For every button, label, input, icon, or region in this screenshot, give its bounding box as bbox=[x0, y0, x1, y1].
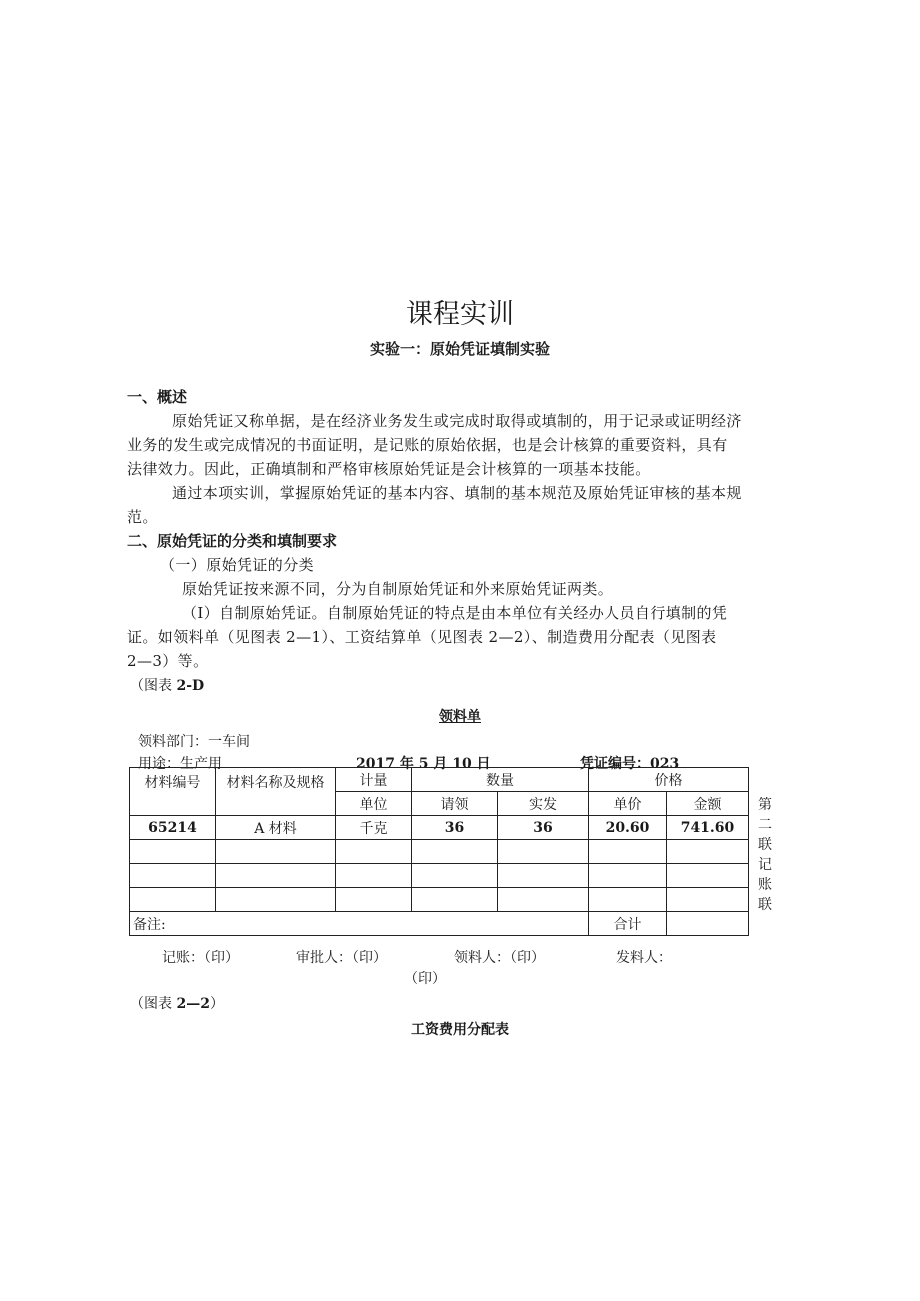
section-1-paragraph-2-line-2: 范。 bbox=[127, 508, 158, 526]
requisition-table bbox=[129, 767, 749, 936]
figure-2-caption-number: 2—2 bbox=[176, 996, 210, 1012]
section-1-paragraph-2-line-1: 通过本项实训，掌握原始凭证的基本内容、填制的基本规范及原始凭证审核的基本规 bbox=[172, 484, 742, 502]
header-unit-bottom: 单位 bbox=[336, 792, 412, 816]
section-1-paragraph-1-line-3: 法律效力。因此，正确填制和严格审核原始凭证是会计核算的一项基本技能。 bbox=[127, 460, 651, 478]
section-2-subheading: （一）原始凭证的分类 bbox=[160, 556, 315, 574]
section-2-paragraph-2-line-3: 2—3）等。 bbox=[127, 652, 209, 670]
cell-quantity-requested: 36 bbox=[412, 816, 498, 840]
figure-1-caption bbox=[130, 675, 204, 695]
cell-unit: 千克 bbox=[336, 816, 412, 840]
figure-2-caption bbox=[130, 993, 224, 1013]
cell-unit-price: 20.60 bbox=[589, 816, 667, 840]
requisition-date: 2017 年 5 月 10 日 bbox=[356, 756, 491, 772]
table-row bbox=[130, 816, 749, 840]
remarks-label: 备注: bbox=[130, 912, 589, 936]
total-label: 合计 bbox=[589, 912, 667, 936]
figure-2-caption-suffix: ） bbox=[209, 996, 224, 1012]
section-1-paragraph-1-line-1: 原始凭证又称单据，是在经济业务发生或完成时取得或填制的，用于记录或证明经济 bbox=[172, 412, 742, 430]
signature-issuer: 发料人： bbox=[616, 950, 672, 966]
header-quantity-requested: 请领 bbox=[412, 792, 498, 816]
section-1-heading: 一、概述 bbox=[127, 388, 188, 406]
figure-1-caption-number: 2-D bbox=[176, 678, 205, 694]
header-material-code: 材料编号 bbox=[130, 768, 216, 816]
total-amount bbox=[667, 912, 749, 936]
requisition-form-title: 领料单 bbox=[439, 709, 481, 725]
header-quantity: 数量 bbox=[412, 768, 589, 792]
header-quantity-issued: 实发 bbox=[498, 792, 589, 816]
signature-bookkeeper: 记账：（印） bbox=[162, 950, 239, 966]
table-header-row-1 bbox=[130, 768, 749, 792]
table-row-empty bbox=[130, 840, 749, 864]
section-2-heading: 二、原始凭证的分类和填制要求 bbox=[127, 532, 338, 550]
section-2-paragraph-2-line-2: 证。如领料单（见图表 2—1）、工资结算单（见图表 2—2）、制造费用分配表（见图表 bbox=[127, 628, 717, 646]
section-2-paragraph-2-line-1: （I）自制原始凭证。自制原始凭证的特点是由本单位有关经办人员自行填制的凭 bbox=[182, 604, 728, 622]
cell-material-code: 65214 bbox=[130, 816, 216, 840]
cell-amount: 741.60 bbox=[667, 816, 749, 840]
table-row-empty bbox=[130, 864, 749, 888]
header-unit-price: 单价 bbox=[589, 792, 667, 816]
header-unit-top: 计量 bbox=[336, 768, 412, 792]
figure-1-caption-prefix: （图表 bbox=[130, 678, 177, 694]
signature-approver: 审批人：（印） bbox=[296, 950, 387, 966]
page-title: 课程实训 bbox=[406, 299, 514, 330]
requisition-purpose: 用途：生产用 bbox=[138, 756, 222, 772]
section-1-paragraph-1-line-2: 业务的发生或完成情况的书面证明，是记账的原始依据，也是会计核算的重要资料，具有 bbox=[127, 436, 728, 454]
header-material-name: 材料名称及规格 bbox=[216, 768, 336, 816]
wage-allocation-title: 工资费用分配表 bbox=[411, 1022, 509, 1038]
copy-side-note: 第二联记账联 bbox=[758, 797, 772, 913]
table-footer-row bbox=[130, 912, 749, 936]
requisition-department: 领料部门：一车间 bbox=[138, 734, 250, 750]
requisition-voucher-number: 凭证编号：023 bbox=[580, 756, 680, 772]
figure-2-caption-prefix: （图表 bbox=[130, 996, 177, 1012]
cell-material-name: A 材料 bbox=[216, 816, 336, 840]
signature-receiver: 领料人：（印） bbox=[454, 950, 545, 966]
header-amount: 金额 bbox=[667, 792, 749, 816]
signature-issuer-seal: （印） bbox=[404, 971, 446, 987]
cell-quantity-issued: 36 bbox=[498, 816, 589, 840]
page-subtitle: 实验一：原始凭证填制实验 bbox=[369, 340, 550, 358]
header-price: 价格 bbox=[589, 768, 749, 792]
table-row-empty bbox=[130, 888, 749, 912]
section-2-paragraph-1: 原始凭证按来源不同，分为自制原始凭证和外来原始凭证两类。 bbox=[182, 580, 614, 598]
